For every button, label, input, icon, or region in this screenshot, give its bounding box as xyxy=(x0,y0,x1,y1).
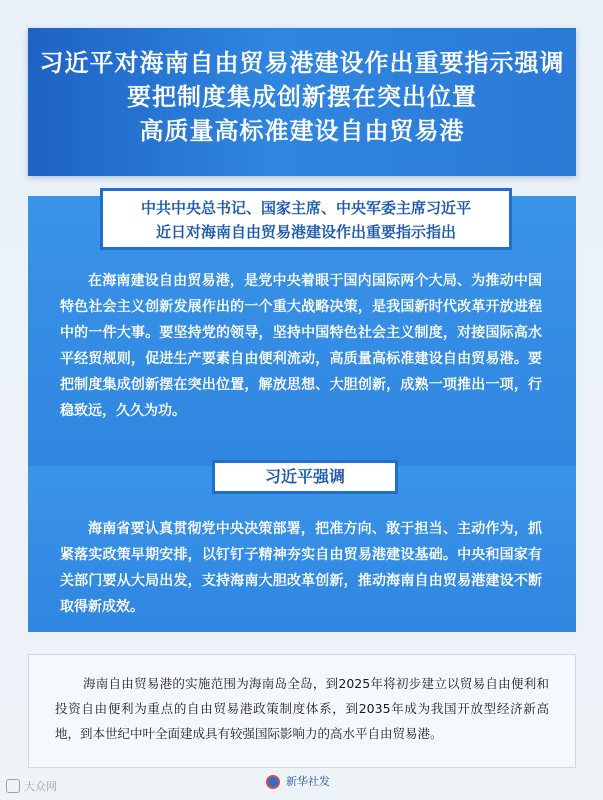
emphasis-section xyxy=(28,466,576,632)
xinhua-logo-icon xyxy=(266,775,280,789)
section-label-line-2: 近日对海南自由贸易港建设作出重要指示指出 xyxy=(155,223,456,241)
instruction-section xyxy=(28,196,576,466)
instruction-body: 在海南建设自由贸易港，是党中央着眼于国内国际两个大局、为推动中国特色社会主义创新发展作出的一个重大战略决策，是我国新时代改革开放进程中的一件大事。要坚持党的领导，坚持中国特色社会主义制度，对接国际高水平经贸规则，促进生产要素自由便利流动，高质量高标准建设自由贸易港。要把制度集成创新摆在突出位置，解放思想、大胆创新，成熟一项推出一项，行稳致远，久久为功。 xyxy=(60,273,542,419)
section-label-line-1: 中共中央总书记、国家主席、中央军委主席习近平 xyxy=(140,199,471,217)
title-line-1: 习近平对海南自由贸易港建设作出重要指示强调 xyxy=(39,49,565,77)
title-line-3: 高质量高标准建设自由贸易港 xyxy=(139,117,465,145)
scope-note-body: 海南自由贸易港的实施范围为海南岛全岛，到2025年将初步建立以贸易自由便利和投资自由便利为重点的自由贸易港政策制度体系，到2035年成为我国开放型经济新高地，到本世纪中叶全面建成具有较强国际影响力的高水平自由贸易港。 xyxy=(55,676,549,741)
watermark-icon xyxy=(6,779,20,793)
watermark-text: 大众网 xyxy=(24,780,57,793)
title-line-2: 要把制度集成创新摆在突出位置 xyxy=(127,83,477,111)
emphasis-body: 海南省要认真贯彻党中央决策部署，把准方向、敢于担当、主动作为，抓紧落实政策早期安排，以钉钉子精神夯实自由贸易港建设基础。中央和国家有关部门要从大局出发，支持海南大胆改革创新，推动海南自由贸易港建设不断取得新成效。 xyxy=(60,521,542,615)
section-label-emphasis: 习近平强调 xyxy=(212,460,398,494)
credit-text: 新华社发 xyxy=(286,775,330,788)
xinhua-credit xyxy=(266,772,330,792)
section-label-instruction xyxy=(100,188,512,250)
watermark xyxy=(6,778,57,794)
scope-note xyxy=(28,654,576,768)
title-banner xyxy=(28,28,576,176)
